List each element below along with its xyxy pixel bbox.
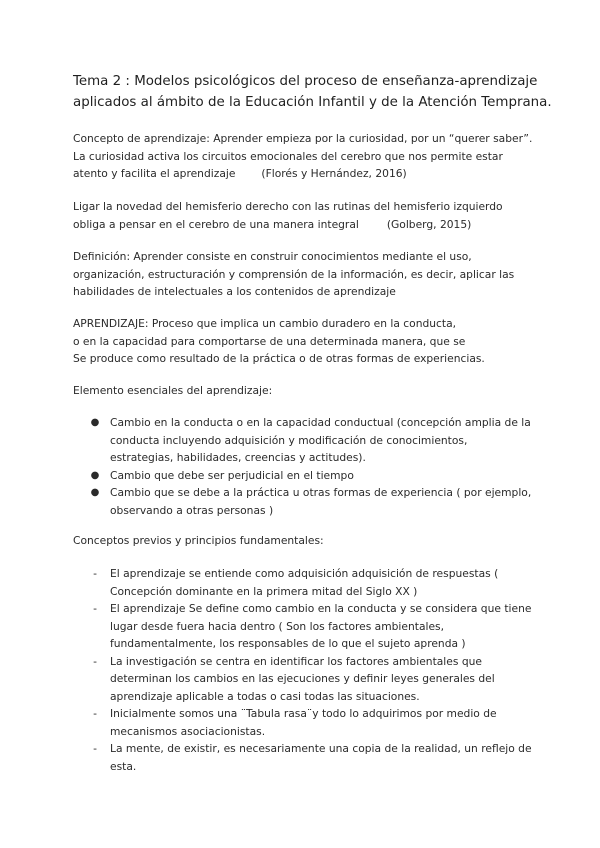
concept-paragraph <box>73 130 543 183</box>
dash-icon: - <box>93 742 97 755</box>
paragraph-line: Definición: Aprender consiste en construir conocimientos mediante el uso, <box>73 250 472 263</box>
list-item-line: aprendizaje aplicable a todas o casi todas las situaciones. <box>110 689 420 703</box>
list-item-line: La mente, de existir, es necesariamente una copia de la realidad, un reflejo de <box>110 742 532 755</box>
list-item-line: Inicialmente somos una ¨Tabula rasa¨y todo lo adquirimos por medio de <box>110 707 497 720</box>
list-item-line: esta. <box>110 759 137 773</box>
list-item-line: Cambio que se debe a la práctica u otras formas de experiencia ( por ejemplo, <box>110 486 532 499</box>
list-item-line: lugar desde fuera hacia dentro ( Son los factores ambientales, <box>110 619 444 633</box>
citation: (Florés y Hernández, 2016) <box>261 167 407 180</box>
bullet-icon: ● <box>90 417 100 428</box>
list-item <box>90 484 530 519</box>
paragraph-line: Se produce como resultado de la práctica o de otras formas de experiencias. <box>73 352 485 365</box>
paragraph-line: habilidades de intelectuales a los contenidos de aprendizaje <box>73 285 396 298</box>
dash-icon: - <box>93 567 97 580</box>
list-item <box>90 600 530 653</box>
dash-icon: - <box>93 602 97 615</box>
paragraph-line: APRENDIZAJE: Proceso que implica un cambio duradero en la conducta, <box>73 317 457 330</box>
elements-list <box>90 414 530 519</box>
list-item-line: La investigación se centra en identificar los factores ambientales que <box>110 654 482 668</box>
list-item-line: fundamentalmente, los responsables de lo que el sujeto aprenda ) <box>110 637 466 650</box>
learning-paragraph <box>73 315 543 368</box>
paragraph-line <box>73 165 543 183</box>
paragraph-text: obliga a pensar en el cerebro de una manera integral <box>73 217 359 231</box>
paragraph-line: Ligar la novedad del hemisferio derecho con las rutinas del hemisferio izquierdo <box>73 200 503 213</box>
concepts-heading: Conceptos previos y principios fundamentales: <box>73 534 324 547</box>
list-item <box>90 740 530 775</box>
dash-icon: - <box>93 707 97 720</box>
list-item <box>90 565 530 600</box>
elements-heading: Elemento esenciales del aprendizaje: <box>73 384 273 397</box>
hemisphere-paragraph <box>73 198 543 233</box>
list-item-line: Concepción dominante en la primera mitad del Siglo XX ) <box>110 584 418 598</box>
list-item-line: mecanismos asociacionistas. <box>110 724 266 738</box>
dash-icon: - <box>93 654 97 668</box>
list-item-line: estrategias, habilidades, creencias y actitudes). <box>110 451 366 464</box>
title-line: Tema 2 : Modelos psicológicos del proceso de enseñanza-aprendizaje <box>73 74 538 89</box>
paragraph-line: o en la capacidad para comportarse de una determinada manera, que se <box>73 334 466 348</box>
paragraph-text: atento y facilita el aprendizaje <box>73 167 236 180</box>
list-item-line: observando a otras personas ) <box>110 503 274 517</box>
paragraph-line: Concepto de aprendizaje: Aprender empieza por la curiosidad, por un “querer saber”. <box>73 132 533 145</box>
list-item <box>90 414 530 467</box>
concepts-list <box>90 565 530 775</box>
paragraph-line: organización, estructuración y comprensión de la información, es decir, aplicar las <box>73 267 515 281</box>
title-line: aplicados al ámbito de la Educación Infantil y de la Atención Temprana. <box>73 95 552 110</box>
list-item-line: Cambio que debe ser perjudicial en el tiempo <box>110 468 354 482</box>
list-item <box>90 467 530 485</box>
list-item-line: Cambio en la conducta o en la capacidad conductual (concepción amplia de la <box>110 416 531 429</box>
citation: (Golberg, 2015) <box>386 217 472 231</box>
list-item <box>90 653 530 706</box>
list-item-line: El aprendizaje se entiende como adquisición adquisición de respuestas ( <box>110 567 499 580</box>
paragraph-line <box>73 216 543 234</box>
list-item-line: determinan los cambios en las ejecuciones y definir leyes generales del <box>110 672 495 685</box>
bullet-icon: ● <box>90 469 100 481</box>
bullet-icon: ● <box>90 487 100 498</box>
document-title <box>73 71 552 113</box>
list-item <box>90 705 530 740</box>
list-item-line: El aprendizaje Se define como cambio en la conducta y se considera que tiene <box>110 602 532 615</box>
list-item-line: conducta incluyendo adquisición y modificación de conocimientos, <box>110 433 468 447</box>
paragraph-line: La curiosidad activa los circuitos emocionales del cerebro que nos permite estar <box>73 149 503 163</box>
definition-paragraph <box>73 248 543 301</box>
